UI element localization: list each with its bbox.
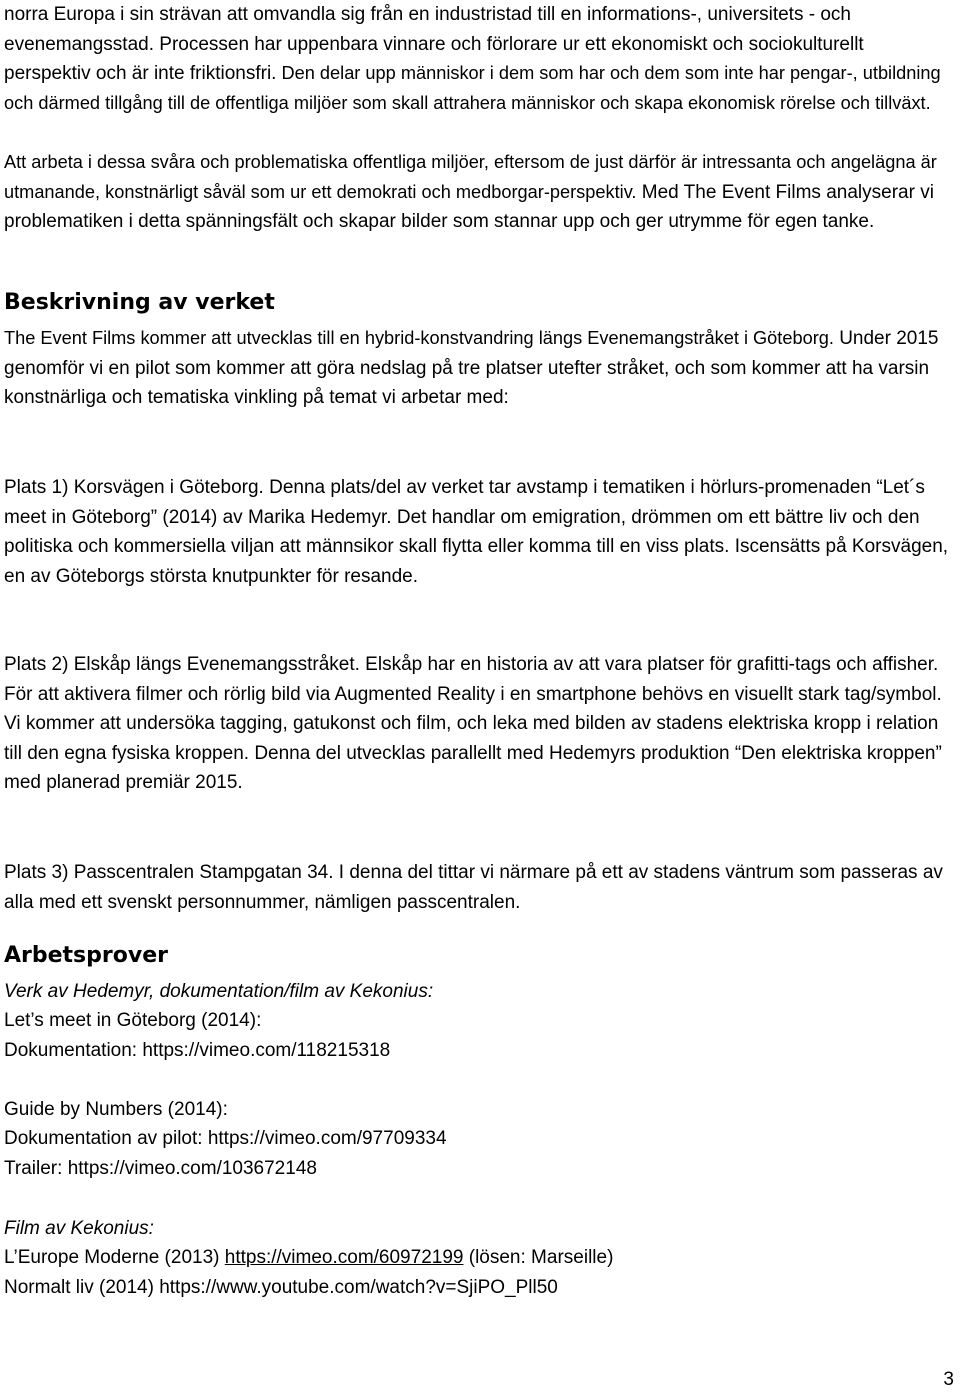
intro-text-2: Den delar upp människor i dem som har och dem som inte har pengar-, utbildning och därmed tillgång till de offentliga miljöer som skall attrahera människor och skapa ekonomisk rörelse och tillväxt. (4, 63, 941, 113)
intro-paragraph-2 (4, 148, 954, 237)
plats-2-text-1: Plats 2) Elskåp längs Evenemangsstråket. (4, 654, 360, 675)
work-line-6-title: L’Europe Moderne (2013) (4, 1247, 225, 1268)
intro-paragraph (4, 0, 954, 118)
beskrivning-paragraph (4, 324, 954, 413)
plats-3-text-2: I denna del tittar vi närmare på ett av stadens väntrum som passeras av alla med ett svenskt personnummer, nämligen passcentralen. (4, 862, 943, 913)
plats-1-text-1: Plats 1) Korsvägen i Göteborg. (4, 477, 264, 498)
beskrivning-text-1: The Event Films kommer att utvecklas till en hybrid-konstvandring längs Evenemangstråket i Göteborg. (4, 328, 834, 348)
intro-text-3: Att arbeta i dessa svåra och problematiska offentliga miljöer, eftersom de just därför är intressanta och angelägna är utmanande, konstnärligt såväl som ur ett demokrati och medborgar-perspektiv. (4, 152, 937, 202)
work-line-2: Dokumentation: https://vimeo.com/118215318 (4, 1040, 391, 1061)
subheading-kekonius: Film av Kekonius: (4, 1218, 154, 1239)
plats-1-text-3: Det handlar om emigration, drömmen om ett bättre liv och den politiska och kommersiella viljan att männsikor skall flytta eller komma till en viss plats. (4, 506, 920, 558)
page-number: 3 (943, 1369, 954, 1390)
work-line-7: Normalt liv (2014) https://www.youtube.com/watch?v=SjiPO_Pll50 (4, 1277, 558, 1298)
vimeo-link[interactable]: https://vimeo.com/60972199 (224, 1247, 464, 1268)
plats-3-text-1: Plats 3) Passcentralen Stampgatan 34. (4, 862, 334, 883)
work-line-1: Let’s meet in Göteborg (2014): (4, 1010, 262, 1031)
heading-beskrivning: Beskrivning av verket (4, 290, 275, 315)
work-line-3: Guide by Numbers (2014): (4, 1099, 228, 1120)
plats-2-text-3: För att aktivera filmer och rörlig bild via Augmented Reality i en smartphone behövs en visuellt stark tag/symbol. (4, 683, 942, 705)
plats-1-paragraph (4, 473, 954, 591)
work-line-6 (4, 1243, 954, 1273)
plats-1-text-4: Iscensätts på Korsvägen, en av Göteborgs största knutpunkter för resande. (4, 536, 949, 587)
plats-1-text-2: Denna plats/del av verket tar avstamp i tematiken i hörlurs-promenaden “Let´s meet in Göteborg” (2014) av Marika Hedemyr. (4, 477, 925, 528)
work-line-4: Dokumentation av pilot: https://vimeo.com/97709334 (4, 1128, 447, 1149)
plats-2-text-2: Elskåp har en historia av att vara platser för grafitti-tags och affisher. (359, 654, 939, 675)
intro-text-4: Med The Event Films analyserar vi problematiken i detta spänningsfält och skapar bilder som stannar upp och ger utrymme för egen tanke. (4, 181, 934, 233)
beskrivning-text-2: Under 2015 genomför vi en pilot som kommer att göra nedslag på tre platser utefter stråket, och som kommer att ha varsin konstnärliga och tematiska vinkling på temat vi arbetar med: (4, 328, 939, 409)
plats-3-paragraph (4, 858, 954, 917)
intro-text-1: norra Europa i sin strävan att omvandla sig från en industristad till en informations-, universitets - och evenemangsstad. Processen har uppenbara vinnare och förlorare ur ett ekonomiskt och sociokulturellt perspektiv och är inte friktionsfri. (4, 4, 864, 85)
heading-arbetsprover: Arbetsprover (4, 943, 168, 968)
work-line-5: Trailer: https://vimeo.com/103672148 (4, 1158, 317, 1179)
work-line-6-password: (lösen: Marseille) (463, 1247, 614, 1268)
plats-2-paragraph (4, 650, 954, 798)
subheading-hedemyr: Verk av Hedemyr, dokumentation/film av Kekonius: (4, 981, 434, 1002)
plats-2-text-4: Vi kommer att undersöka tagging, gatukonst och film, och leka med bilden av stadens elektriska kropp i relation till den egna fysiska kroppen. (4, 713, 939, 764)
plats-2-text-5: Denna del utvecklas parallellt med Hedemyrs produktion “Den elektriska kroppen” med planerad premiär 2015. (4, 742, 942, 794)
